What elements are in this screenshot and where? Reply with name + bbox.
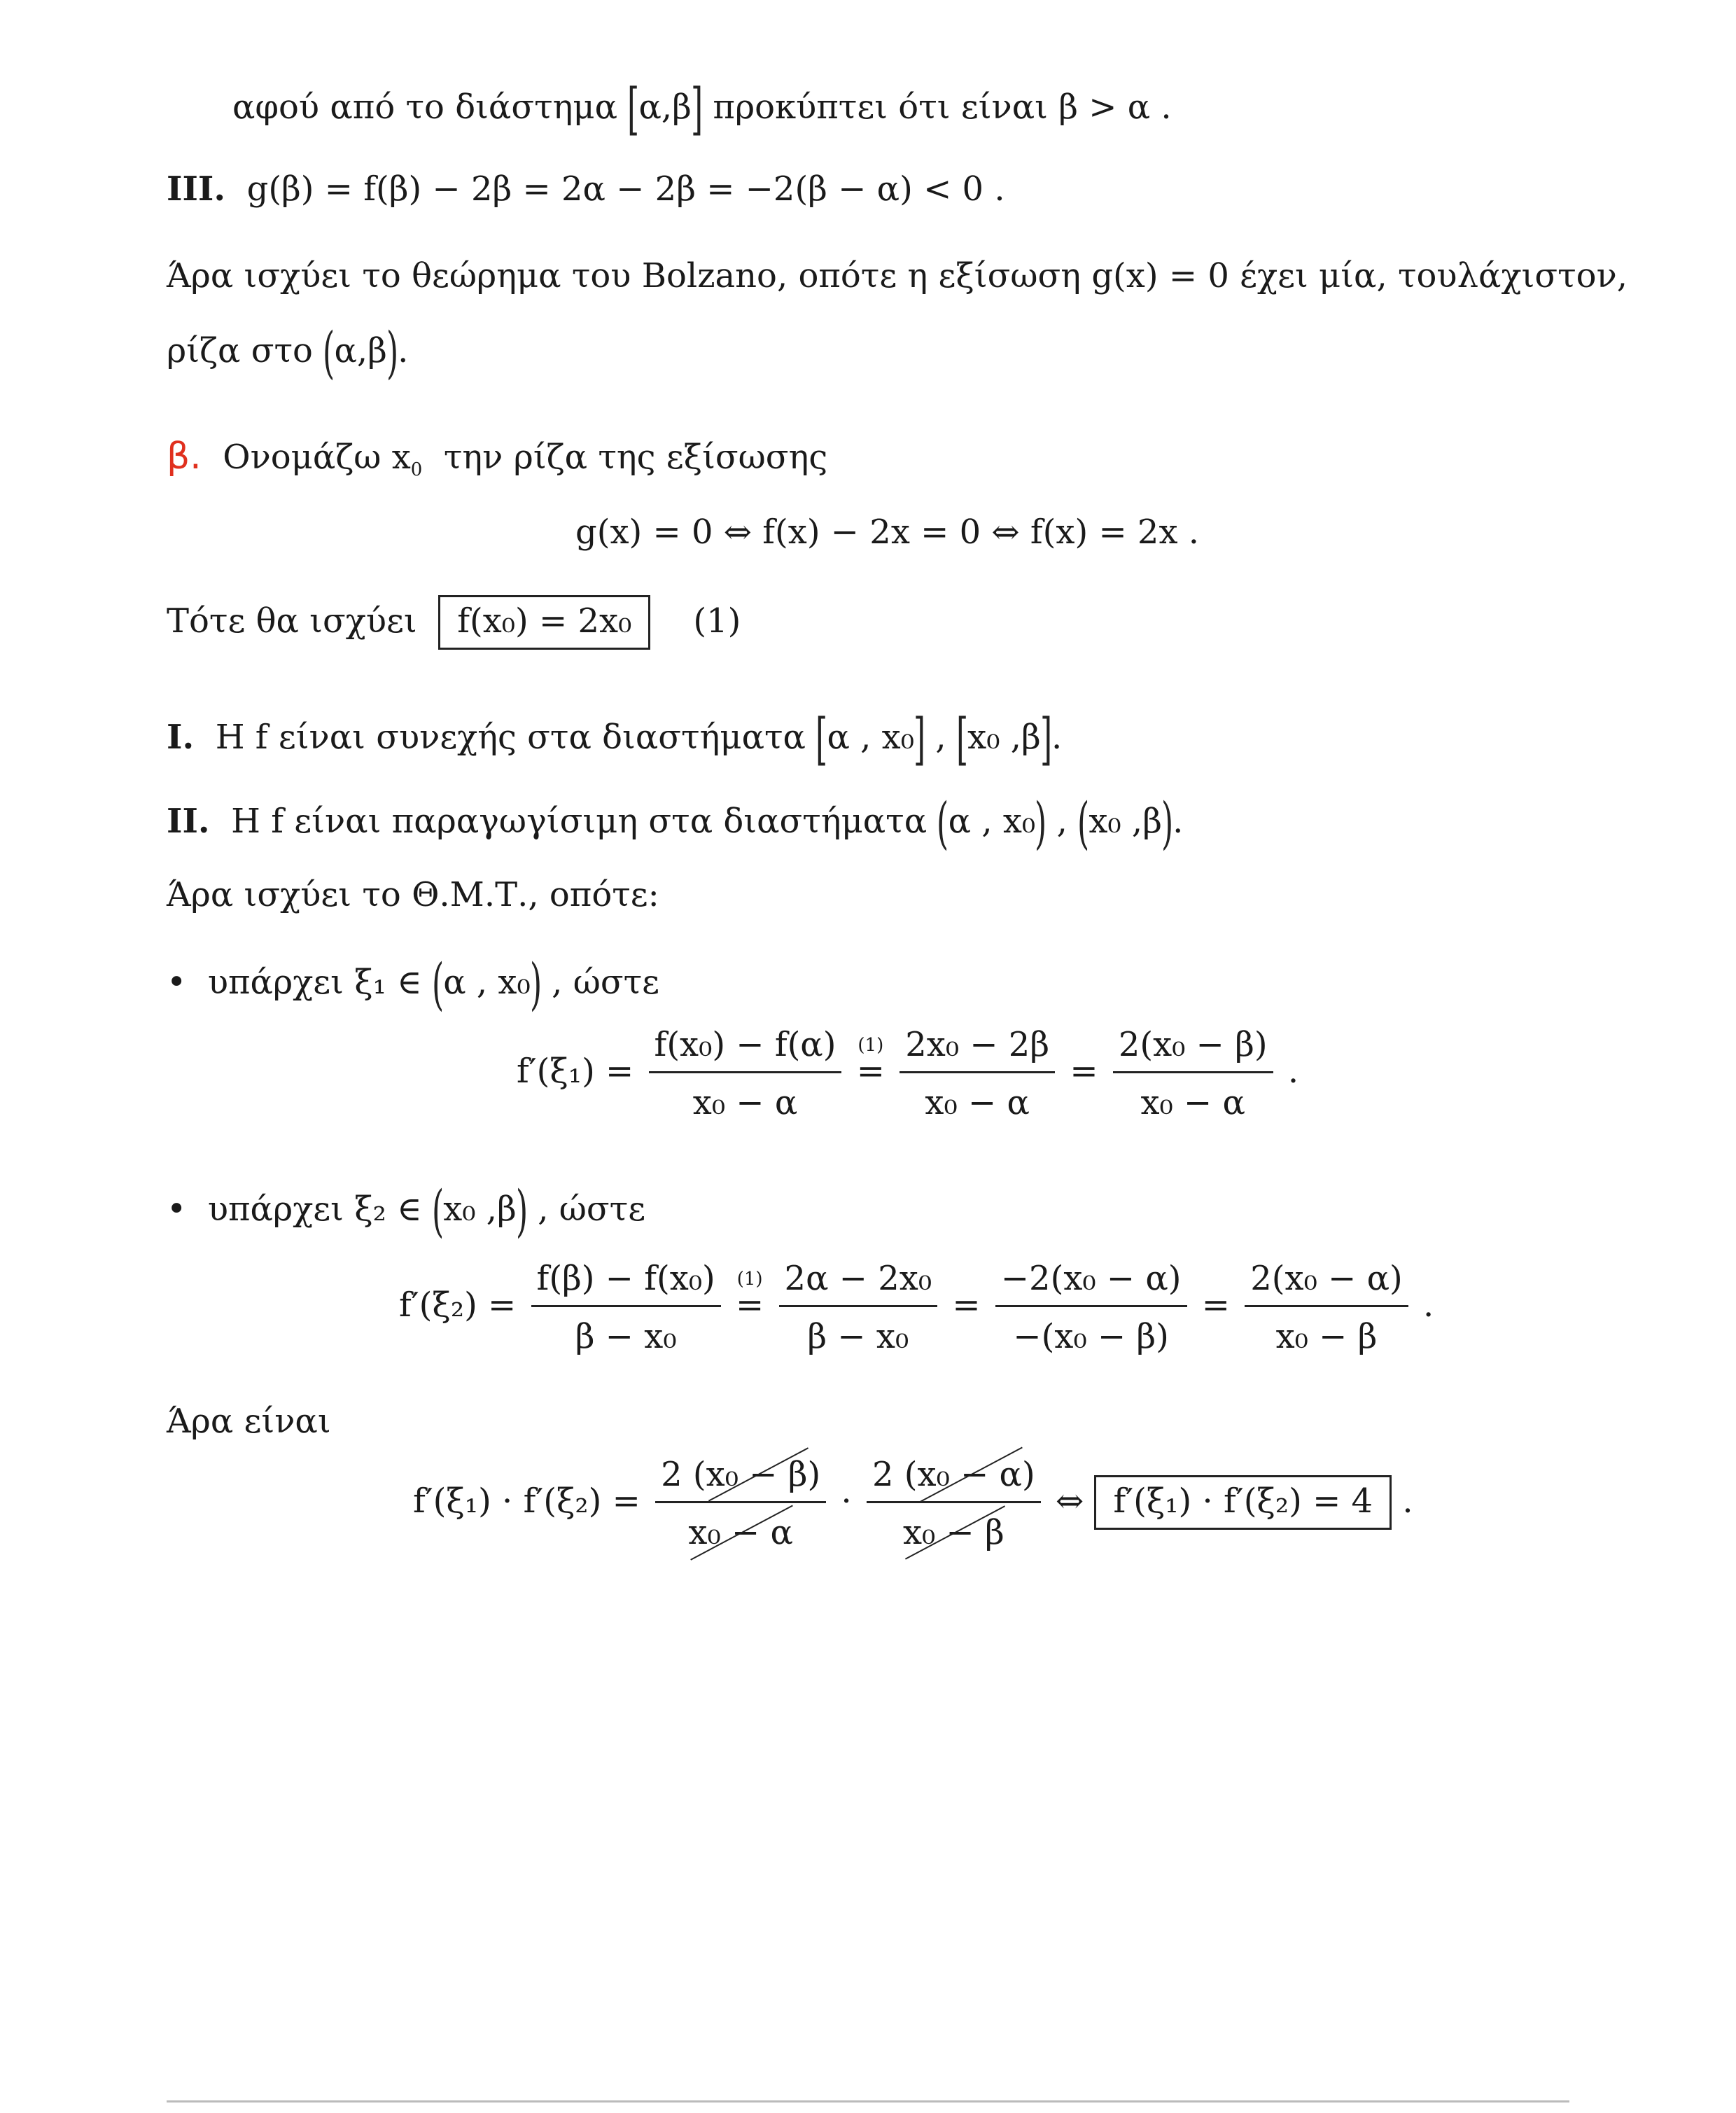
fraction: $\frac{\text{2α − 2x₀}}{\text{β − x₀}}$ <box>779 1262 938 1353</box>
item-label: II. <box>167 802 210 841</box>
line-mvt: Άρα ισχύει το Θ.Μ.Τ., οπότε: <box>167 875 659 914</box>
line-tote <box>167 595 741 650</box>
equation-tag: (1) <box>693 601 741 641</box>
text: Άρα ισχύει το θεώρημα του Bolzano, οπότε η εξίσωση <box>167 256 1082 295</box>
item-label: I. <box>167 718 195 757</box>
equation-f-prime-xi1: f′(ξ₁) = $\frac{\text{f(x₀) − f(α)}}{\text{x₀ − α}}$ (1) = $\frac{\text{2x₀ − 2β}}{\text{x₀ − α}}$ = $\frac{\text{2(x₀ − β)}}{\text{x₀ − α}}$ . <box>517 1025 1299 1122</box>
fraction: $\frac{\text{2 (x₀ − β)}}{\text{x₀ − α}}$ <box>655 1458 826 1549</box>
text: έχει μία, τουλάχιστον, <box>1240 256 1628 295</box>
line-part-b <box>167 435 828 480</box>
text: προκύπτει ότι είναι <box>713 88 1048 127</box>
fraction: $\frac{\text{2 (x₀ − α)}}{\text{x₀ − β}}$ <box>867 1458 1041 1549</box>
bullet-xi1: • υπάρχει ξ₁ ∈ (α , x₀) , ώστε <box>167 951 660 1017</box>
part-label: β. <box>167 435 202 477</box>
bullet-xi2: • υπάρχει ξ₂ ∈ (x₀ ,β) , ώστε <box>167 1178 646 1243</box>
fraction: $\frac{\text{f(β) − f(x₀)}}{\text{β − x₀}}$ <box>531 1262 721 1353</box>
interval: α,β <box>638 88 692 127</box>
interval: α , x₀ <box>443 963 531 1002</box>
footer-divider <box>167 2100 1569 2102</box>
line-bolzano <box>167 256 1628 295</box>
line-item-iii <box>167 169 1005 209</box>
text: ρίζα στο <box>167 331 313 370</box>
interval: α,β <box>334 331 387 370</box>
var: $x_0$ <box>391 438 423 480</box>
equation-f-prime-xi2: f′(ξ₂) = $\frac{\text{f(β) − f(x₀)}}{\text{β − x₀}}$ (1) = $\frac{\text{2α − 2x₀}}{\text{β − x₀}}$ = $\frac{\text{−2(x₀ − α)}}{\text{−(x₀ − β)}}$ = $\frac{\text{2(x₀ − α)}}{\text{x₀ − β}}$ . <box>399 1259 1434 1356</box>
math: β > α . <box>1058 88 1172 127</box>
fraction: $\frac{\text{−2(x₀ − α)}}{\text{−(x₀ − β)}}$ <box>995 1262 1187 1353</box>
item-label: III. <box>167 169 226 209</box>
fraction: $\frac{\text{2(x₀ − α)}}{\text{x₀ − β}}$ <box>1245 1262 1408 1353</box>
boxed-result: f′(ξ₁) · f′(ξ₂) = 4 <box>1094 1475 1392 1530</box>
fraction: $\frac{\text{2x₀ − 2β}}{\text{x₀ − α}}$ <box>899 1028 1055 1120</box>
text: Ονομάζω <box>223 438 382 477</box>
line-root-interval: ρίζα στο (α,β). <box>167 320 409 385</box>
bullet-icon: • <box>167 1190 187 1229</box>
math: g(x) = 0 <box>1091 256 1229 295</box>
text: Τότε θα ισχύει <box>167 601 417 641</box>
math: g(β) = f(β) − 2β = 2α − 2β = −2(β − α) < 0 . <box>246 169 1005 209</box>
line-item-i: I. Η f είναι συνεχής στα διαστήματα [α , x₀] , [x₀ ,β]. <box>167 706 1063 772</box>
bullet-icon: • <box>167 963 187 1002</box>
interval: x₀ ,β <box>1088 802 1162 841</box>
text: αφού από το διάστημα <box>232 88 618 127</box>
line-item-ii: II. Η f είναι παραγωγίσιμη στα διαστήματα (α , x₀) , (x₀ ,β). <box>167 790 1184 856</box>
text: Η f είναι παραγωγίσιμη στα διαστήματα <box>231 802 927 841</box>
interval: α , x₀ <box>827 718 914 757</box>
text: Η f είναι συνεχής στα διαστήματα <box>215 718 806 757</box>
fraction: $\frac{\text{f(x₀) − f(α)}}{\text{x₀ − α}}$ <box>649 1028 842 1120</box>
interval: α , x₀ <box>948 802 1036 841</box>
boxed-equation: f(x₀) = 2x₀ <box>438 595 650 650</box>
line-ara-einai: Άρα είναι <box>167 1402 331 1441</box>
equation-product: f′(ξ₁) · f′(ξ₂) = $\frac{\text{2 (x₀ − β)}}{\text{x₀ − α}}$ · $\frac{\text{2 (x₀ − α)}}{\text{x₀ − β}}$ ⇔ f′(ξ₁) · f′(ξ₂) = 4 . <box>413 1455 1413 1552</box>
fraction: $\frac{\text{2(x₀ − β)}}{\text{x₀ − α}}$ <box>1113 1028 1273 1120</box>
interval: x₀ ,β <box>967 718 1041 757</box>
equation-root: g(x) = 0 ⇔ f(x) − 2x = 0 ⇔ f(x) = 2x . <box>575 512 1200 552</box>
text: την ρίζα της εξίσωσης <box>443 438 828 477</box>
line-conclusion-beta-gt-alpha: αφού από το διάστημα [α,β] προκύπτει ότι είναι β > α . <box>232 76 1172 141</box>
interval: x₀ ,β <box>443 1190 517 1229</box>
